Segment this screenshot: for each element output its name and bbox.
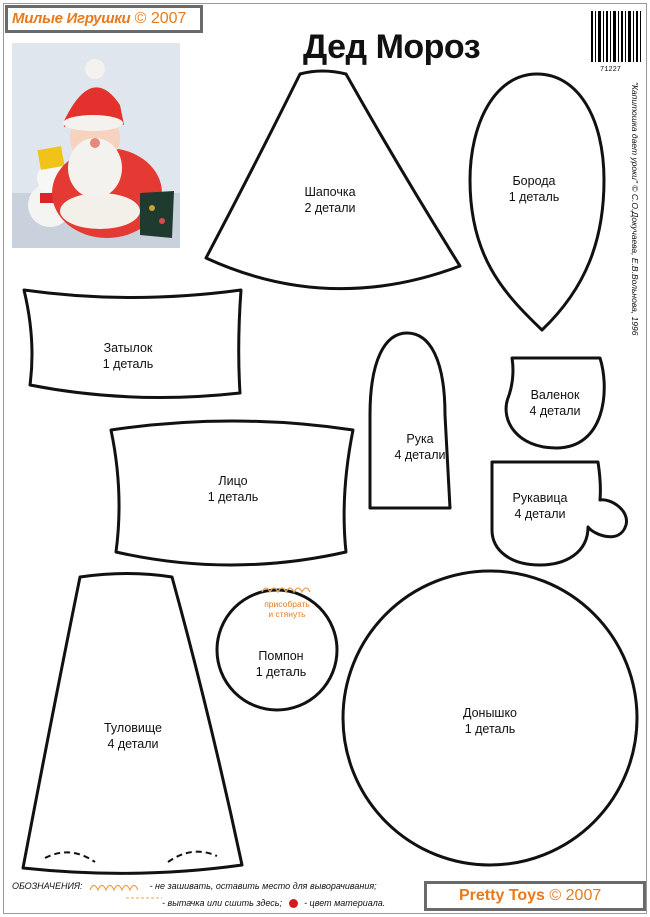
page-title: Дед Мороз <box>303 28 481 66</box>
brand-bottom-name: Pretty Toys <box>459 887 545 904</box>
zatylok-name: Затылок <box>103 341 153 355</box>
legend-item-3: - цвет материала. <box>304 898 386 908</box>
rukavitsa-label <box>512 490 567 522</box>
legend-row-2 <box>12 895 385 912</box>
tulovishche-count: 4 детали <box>107 737 159 751</box>
brand-bottom-year: © 2007 <box>549 887 602 904</box>
donyshko-name: Донышко <box>462 706 518 720</box>
litso-name: Лицо <box>218 474 248 488</box>
shapochka-count: 2 детали <box>304 201 356 215</box>
tulovishche-name: Туловище <box>103 721 163 735</box>
shapochka-name: Шапочка <box>304 185 356 199</box>
zatylok-count: 1 деталь <box>102 357 154 371</box>
dart-left <box>45 852 95 862</box>
pompon-label <box>256 648 307 680</box>
donyshko-count: 1 деталь <box>464 722 516 736</box>
pompon-hint-line1: присобрать <box>264 599 310 609</box>
valenok-count: 4 детали <box>529 404 581 418</box>
dart-right <box>168 852 217 862</box>
valenok-label <box>529 387 580 419</box>
donyshko-label <box>463 705 517 737</box>
legend-label: ОБОЗНАЧЕНИЯ: <box>12 881 83 891</box>
pompon-count: 1 деталь <box>255 665 307 679</box>
shapochka-label <box>304 184 355 216</box>
ruka-count: 4 детали <box>394 448 446 462</box>
brand-logo-bottom <box>424 881 646 911</box>
rukavitsa-count: 4 детали <box>514 507 566 521</box>
litso-label <box>208 473 259 505</box>
tulovishche-label <box>104 720 162 752</box>
zatylok-label <box>103 340 154 372</box>
legend-row-1 <box>12 878 385 895</box>
boroda-count: 1 деталь <box>508 190 560 204</box>
pompon-hint <box>264 599 310 619</box>
ruka-piece <box>370 333 450 508</box>
boroda-name: Борода <box>512 174 556 188</box>
valenok-name: Валенок <box>530 388 580 402</box>
color-dot-icon <box>289 899 298 908</box>
copyright-note: "Капитошка дает уроки" © С.О.Докучаева, Е.В.Вольнова, 1996 <box>630 82 640 336</box>
legend <box>12 878 385 912</box>
boroda-label <box>509 173 560 205</box>
barcode-number: 71227 <box>600 66 622 74</box>
litso-count: 1 деталь <box>207 490 259 504</box>
brand-name: Милые Игрушки <box>12 10 131 27</box>
rukavitsa-name: Рукавица <box>512 491 568 505</box>
dart-line-icon <box>124 894 164 902</box>
pompon-hint-line2: и стянуть <box>268 609 306 619</box>
open-seam-icon <box>88 881 144 893</box>
pompon-name: Помпон <box>258 649 304 663</box>
ruka-name: Рука <box>406 432 434 446</box>
legend-item-1: - не зашивать, оставить место для выворачивания; <box>149 881 377 891</box>
ruka-label <box>394 431 445 463</box>
shapochka-piece <box>206 71 460 289</box>
brand-year: © 2007 <box>134 10 187 27</box>
legend-item-2: - вытачка или сшить здесь; <box>162 898 283 908</box>
